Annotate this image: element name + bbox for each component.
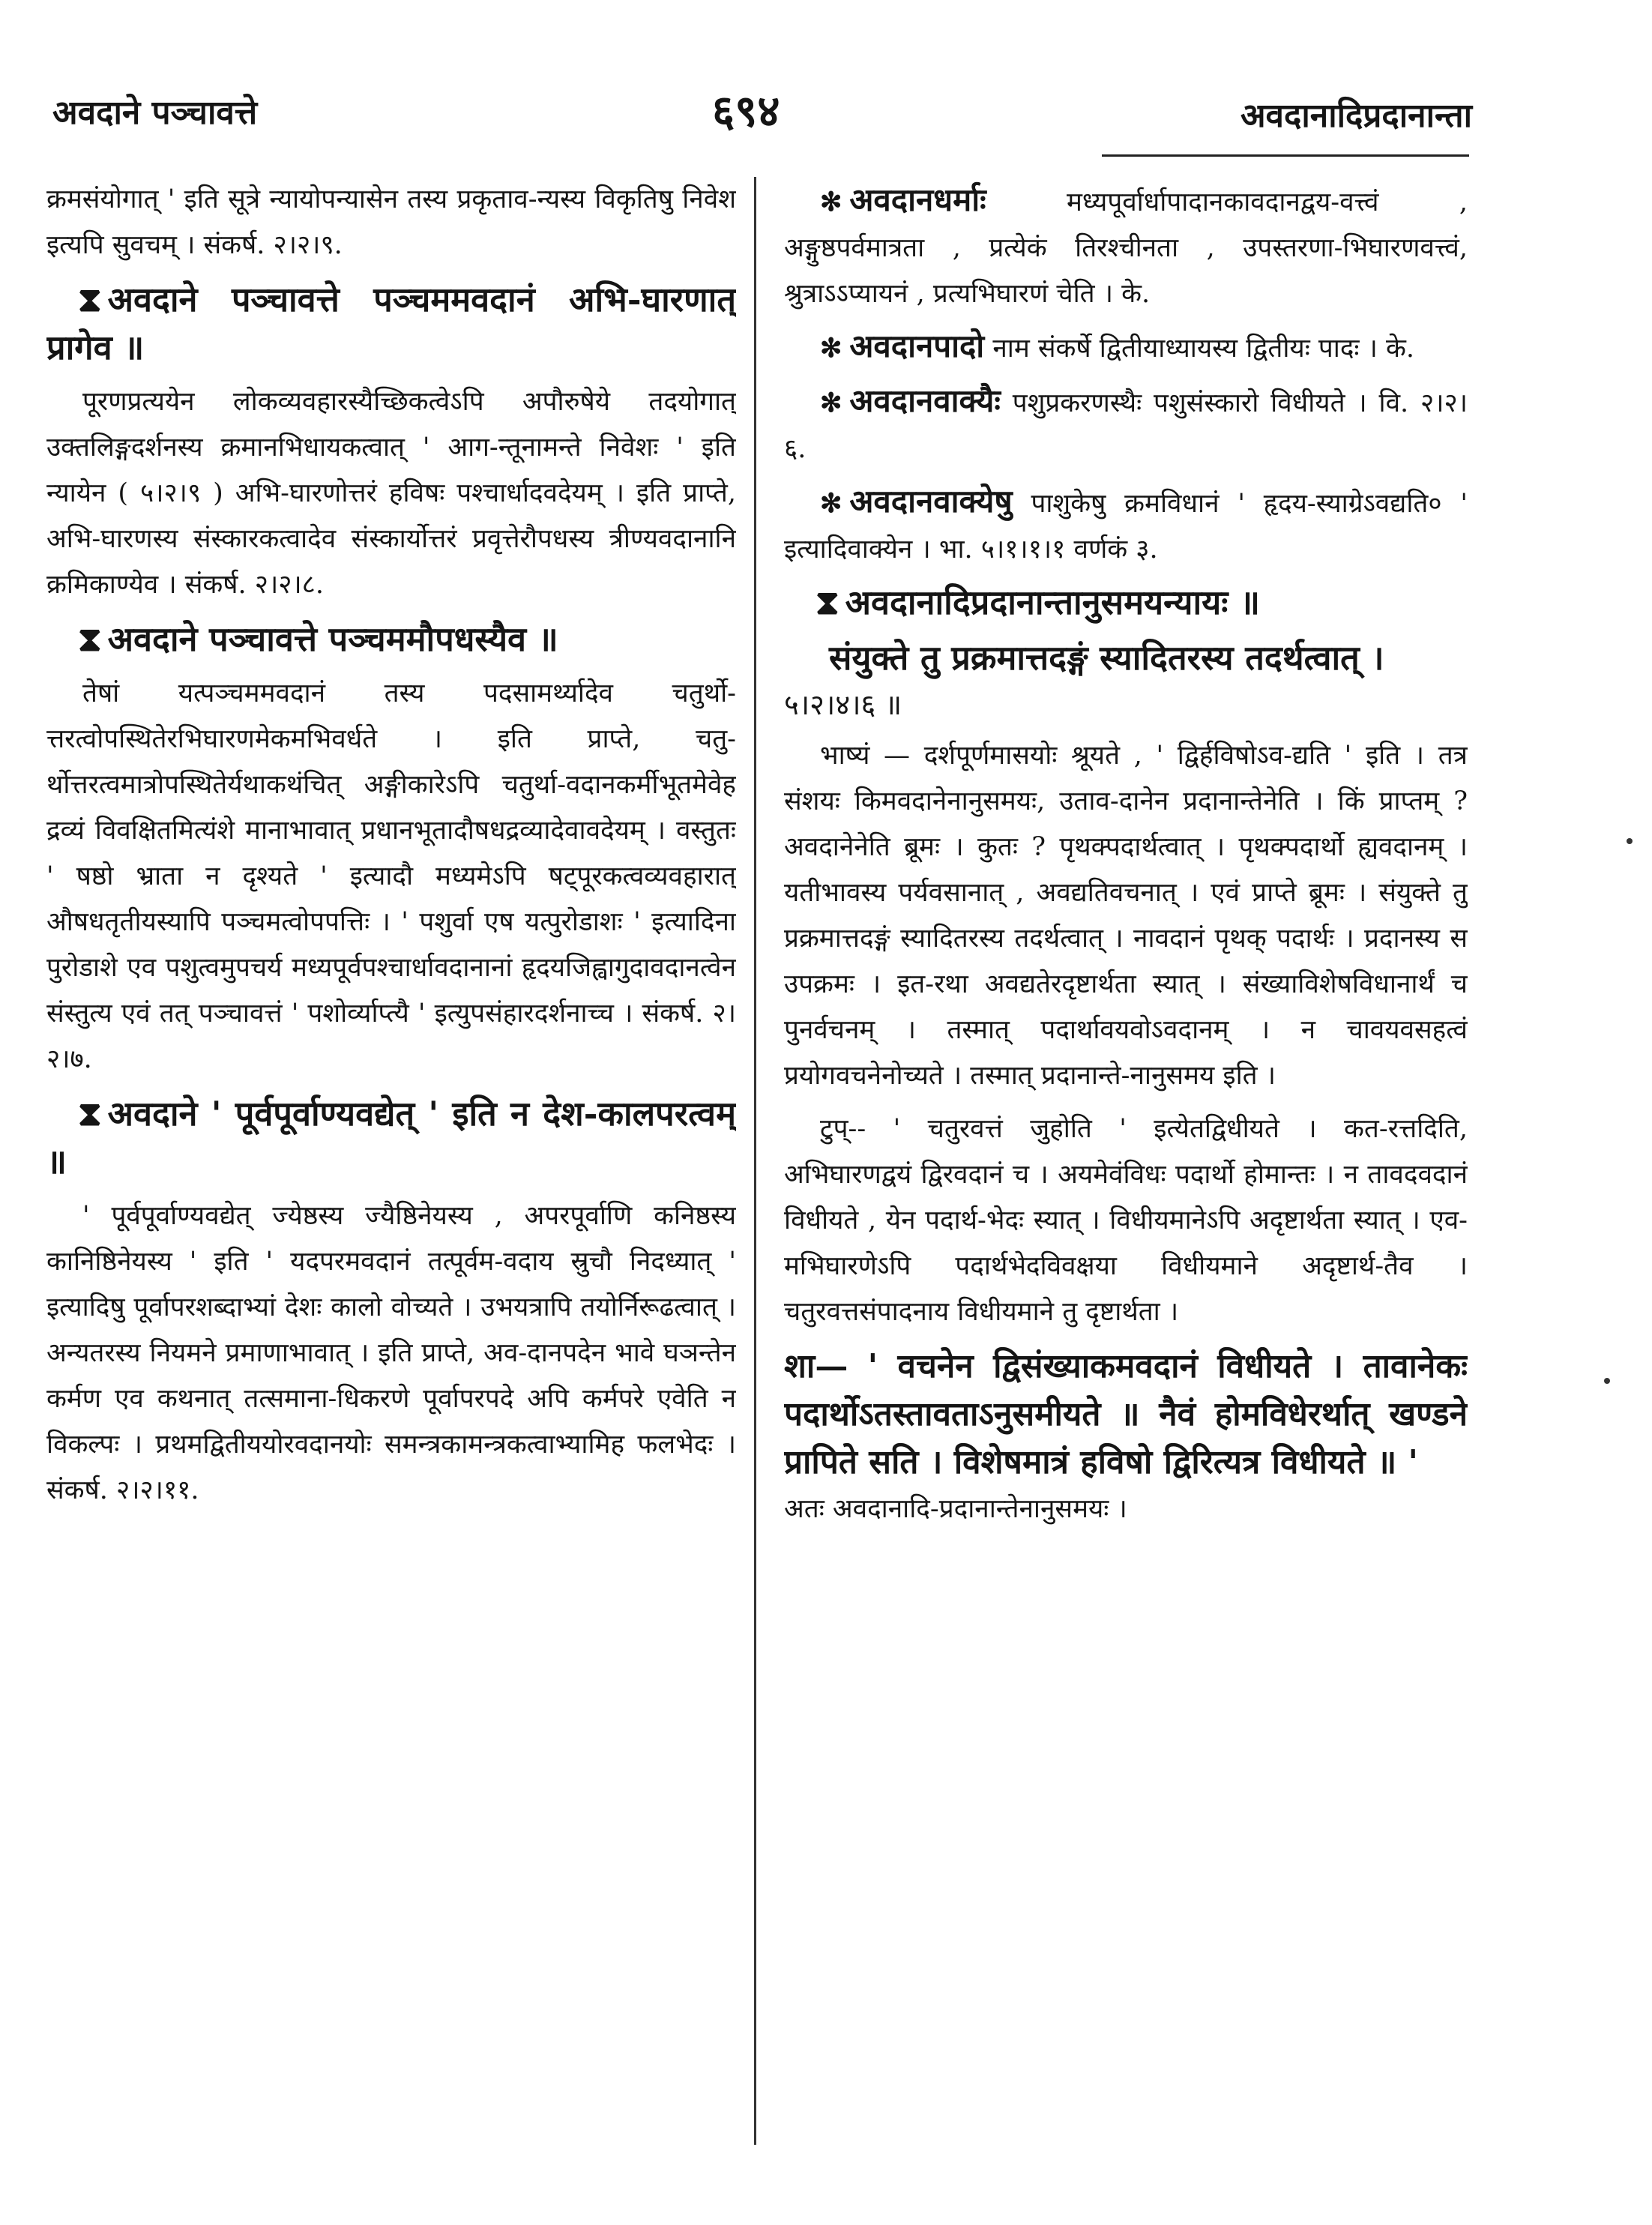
paragraph: क्रमसंयोगात् ' इति सूत्रे न्यायोपन्यासेन तस्य प्रकृताव-न्यस्य विकृतिषु निवेश इत्यपि सुवचम् । संकर्ष. २।२।९. <box>46 184 736 260</box>
running-head-left: अवदाने पञ्चावत्ते <box>52 94 258 132</box>
sutra-reference: ५।२।४।६ ॥ <box>784 688 902 721</box>
page-header <box>0 0 1652 180</box>
paragraph: भाष्यं — दर्शपूर्णमासयोः श्रूयते , ' द्विर्हविषोऽव-द्यति ' इति । तत्र संशयः किमवदानेनानुसमयः, उताव-दानेन प्रदानान्तेनेति । किं प्राप्तम् ? अवदानेनेति ब्रूमः । कुतः ? पृथक्पदार्थत्वात् । पृथक्पदार्थो ह्यवदानम् । यतीभावस्य पर्यवसानात् , अवद्यतिवचनात् । एवं प्राप्ते ब्रूमः । संयुक्ते तु प्रक्रमात्तदङ्गं स्यादितरस्य तदर्थत्वात् । नावदानं पृथक् पदार्थः । प्रदानस्य स उपक्रमः । इत-रथा अवद्यतेरदृष्टार्थता स्यात् । संख्याविशेषविधानार्थं च पुनर्वचनम् । तस्मात् पदार्थावयवोऽवदानम् । न चावयवसहत्वं प्रयोगवचनेनोच्यते । तस्मात् प्रदानान्ते-नानुसमय इति । <box>784 741 1468 1091</box>
right-column <box>784 177 1468 2156</box>
left-column <box>46 177 736 2156</box>
asterisk-icon: ✻ <box>820 488 842 519</box>
entry-text: पशुप्रकरणस्थैः पशुसंस्कारो विधीयते । वि. २।२।६. <box>784 388 1468 464</box>
section-heading <box>784 579 1468 627</box>
dictionary-entry <box>784 478 1468 573</box>
asterisk-icon: ✻ <box>820 187 842 217</box>
page-number: ६९४ <box>712 85 780 136</box>
entry-text: पाशुकेषु क्रमविधानं ' हृदय-स्याग्रेऽवद्यति० ' इत्यादिवाक्येन । भा. ५।१।१।१ वर्णकं ३. <box>784 489 1468 564</box>
hourglass-icon: ⧗ <box>78 1094 102 1133</box>
sutra-text: संयुक्ते तु प्रक्रमात्तदङ्गं स्यादितरस्य तदर्थत्वात् । <box>829 638 1384 678</box>
asterisk-icon: ✻ <box>820 388 842 418</box>
heading-text: अवदाने पञ्चावत्ते पञ्चममौपधस्यैव ॥ <box>107 619 558 659</box>
section-heading <box>46 615 736 663</box>
section-heading <box>46 276 736 372</box>
paragraph: ' पूर्वपूर्वाण्यवद्येत् ज्येष्ठस्य ज्यैष्ठिनेयस्य , अपरपूर्वाणि कनिष्ठस्य कानिष्ठिनेयस्य ' इति ' यदपरमवदानं तत्पूर्वम-वदाय स्रुचौ निदध्यात् ' इत्यादिषु पूर्वापरशब्दाभ्यां देशः कालो वोच्यते । उभयत्रापि तयोर्निरूढत्वात् । अन्यतरस्य नियमने प्रमाणाभावात् । इति प्राप्ते, अव-दानपदेन भावे घञन्तेन कर्मण एव कथनात् तत्समाना-धिकरणे पूर्वापरपदे अपि कर्मपरे एवेति न विकल्पः । प्रथमद्वितीययोरवदानयोः समन्त्रकामन्त्रकत्वाभ्यामिह फलभेदः । संकर्ष. २।२।११. <box>46 1201 736 1505</box>
paragraph: अतः अवदानादि-प्रदानान्तेनानुसमयः । <box>784 1494 1127 1524</box>
hourglass-icon: ⧗ <box>816 582 839 622</box>
dictionary-entry <box>784 323 1468 372</box>
column-divider <box>754 177 756 2145</box>
entry-term: अवदानवाक्येषु <box>849 483 1013 520</box>
dictionary-entry <box>784 177 1468 317</box>
entry-text: नाम संकर्षे द्वितीयाध्यायस्य द्वितीयः पादः । के. <box>992 334 1415 364</box>
entry-term: अवदानपादो <box>849 328 985 364</box>
heading-text: अवदानादिप्रदानान्तानुसमयन्यायः ॥ <box>845 582 1260 622</box>
header-rule <box>1102 154 1469 157</box>
entry-text: मध्यपूर्वार्धापादानकावदानद्वय-वत्त्वं , अङ्गुष्ठपर्वमात्रता , प्रत्येकं तिरश्चीनता , उपस्तरणा-भिघारणवत्त्वं, श्रुत्राऽऽप्यायनं , प्रत्यभिघारणं चेति । के. <box>784 187 1468 309</box>
entry-term: अवदानवाक्यैः <box>849 382 1001 419</box>
asterisk-icon: ✻ <box>820 333 842 364</box>
section-heading <box>46 1090 736 1186</box>
paragraph: टुप्-- ' चतुरवत्तं जुहोति ' इत्येतद्विधीयते । कत-रत्तदिति, अभिघारणद्वयं द्विरवदानं च । अयमेवंविधः पदार्थो होमान्तः । न तावदवदानं विधीयते , येन पदार्थ-भेदः स्यात् । विधीयमानेऽपि अदृष्टार्थता स्यात् । एव-मभिघारणेऽपि पदार्थभेदविवक्षया विधीयमाने अदृष्टार्थ-तैव । चतुरवत्तसंपादनाय विधीयमाने तु दृष्टार्थता । <box>784 1114 1468 1327</box>
heading-text: अवदाने ' पूर्वपूर्वाण्यवद्येत् ' इति न देश-कालपरत्वम् ॥ <box>46 1094 736 1181</box>
dictionary-entry <box>784 378 1468 472</box>
hourglass-icon: ⧗ <box>78 280 102 319</box>
heading-text: अवदाने पञ्चावत्ते पञ्चममवदानं अभि-घारणात् प्रागेव ॥ <box>46 280 736 367</box>
scan-speck <box>1627 838 1633 844</box>
paragraph: तेषां यत्पञ्चममवदानं तस्य पदसामर्थ्यादेव चतुर्थो-त्तरत्वोपस्थितेरभिघारणमेकमभिवर्धते । इति प्राप्ते, चतु-र्थोत्तरत्वमात्रोपस्थितेर्यथाकथंचित् अङ्गीकारेऽपि चतुर्था-वदानकर्मीभूतमेवेह द्रव्यं विवक्षितमित्यंशे मानाभावात् प्रधानभूतादौषधद्रव्यादेवावदेयम् । वस्तुतः ' षष्ठो भ्राता न दृश्यते ' इत्यादौ मध्यमेऽपि षट्पूरकत्वव्यवहारात् औषधतृतीयस्यापि पञ्चमत्वोपपत्तिः । ' पशुर्वा एष यत्पुरोडाशः ' इत्यादिना पुरोडाशे एव पशुत्वमुपचर्य मध्यपूर्वपश्चार्धावदानानां हृदयजिह्वागुदावदानत्वेन संस्तुत्य एवं तत् पञ्चावत्तं ' पशोर्व्याप्त्यै ' इत्युपसंहारदर्शनाच्च । संकर्ष. २।२।७. <box>46 678 736 1074</box>
verse-quote: शा— ' वचनेन द्विसंख्याकमवदानं विधीयते । तावानेकः पदार्थोऽतस्तावताऽनुसमीयते ॥ नैवं होमविधेरर्थात् खण्डने प्रापिते सति । विशेषमात्रं हविषो द्विरित्यत्र विधीयते ॥ ' <box>784 1347 1468 1481</box>
hourglass-icon: ⧗ <box>78 619 102 659</box>
running-head-right: अवदानादिप्रदानान्ता <box>1240 97 1472 135</box>
entry-term: अवदानधर्माः <box>849 181 986 218</box>
paragraph: पूरणप्रत्ययेन लोकव्यवहारस्यैच्छिकत्वेऽपि अपौरुषेये तदयोगात् उक्तलिङ्गदर्शनस्य क्रमानभिधायकत्वात् ' आग-न्तूनामन्ते निवेशः ' इति न्यायेन ( ५।२।९ ) अभि-घारणोत्तरं हविषः पश्चार्धादवदेयम् । इति प्राप्ते, अभि-घारणस्य संस्कारकत्वादेव संस्कार्योत्तरं प्रवृत्तेरौपधस्य त्रीण्यवदानानि क्रमिकाण्येव । संकर्ष. २।२।८. <box>46 387 736 600</box>
scan-speck <box>1604 1378 1610 1384</box>
